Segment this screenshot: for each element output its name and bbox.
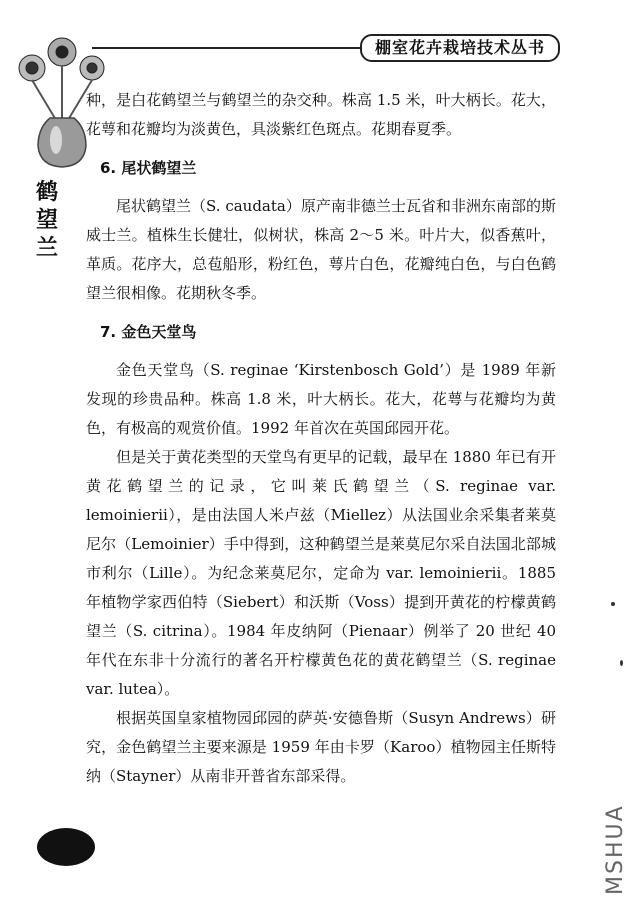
header-rule <box>92 47 360 49</box>
scan-speck <box>620 660 623 666</box>
section-heading-7: 7. 金色天堂鸟 <box>100 323 197 341</box>
paragraph-caudata: 尾状鹤望兰（S. caudata）原产南非德兰士瓦省和非洲东南部的斯威士兰。植株生长健壮，似树状，株高 2～5 米。叶片大，似香蕉叶，革质。花序大，总苞船形，粉红色，萼片白色，花瓣纯白色，与白色鹤望兰很相像。花期秋冬季。 <box>86 197 556 302</box>
paragraph-continued: 种，是白花鹤望兰与鹤望兰的杂交种。株高 1.5 米，叶大柄长。花大，花萼和花瓣均为淡黄色，具淡紫红色斑点。花期春夏季。 <box>86 91 556 138</box>
series-title: 棚室花卉栽培技术丛书 <box>360 34 560 62</box>
page-body <box>86 86 556 791</box>
paragraph-history: 但是关于黄花类型的天堂鸟有更早的记载，最早在 1880 年已有开黄花鹤望兰的记录，它叫莱氏鹤望兰（S. reginae var. lemoinierii），是由法国人米卢兹（Miellez）从法国业余采集者莱莫尼尔（Lemoinier）手中得到，这种鹤望兰是莱莫尼尔采自法国北部城市利尔（Lille）。为纪念莱莫尼尔，定命为 var. lemoinierii。1885 年植物学家西伯特（Siebert）和沃斯（Voss）提到开黄花的柠檬黄鹤望兰（S. citrina）。1984 年皮纳阿（Pienaar）例举了 20 世纪 40 年代在东非十分流行的著名开柠檬黄色花的黄花鹤望兰（S. reginae var. lutea）。 <box>86 448 556 698</box>
section-heading-6: 6. 尾状鹤望兰 <box>100 159 197 177</box>
page-number-badge <box>37 828 95 866</box>
watermark: MSHUA <box>603 804 628 895</box>
paragraph-golden: 金色天堂鸟（S. reginae ‘Kirstenbosch Gold’）是 1989 年新发现的珍贵品种。株高 1.8 米，叶大柄长。花大，花萼与花瓣均为黄色，有极高的观赏价值。1992 年首次在英国邱园开花。 <box>86 361 556 437</box>
book-title-vertical: 鹤望兰 <box>36 179 59 261</box>
paragraph-origin: 根据英国皇家植物园邱园的萨英·安德鲁斯（Susyn Andrews）研究，金色鹤望兰主要来源是 1959 年由卡罗（Karoo）植物园主任斯特纳（Stayner）从南非开普省东部采得。 <box>86 709 556 785</box>
scan-speck <box>611 602 615 606</box>
